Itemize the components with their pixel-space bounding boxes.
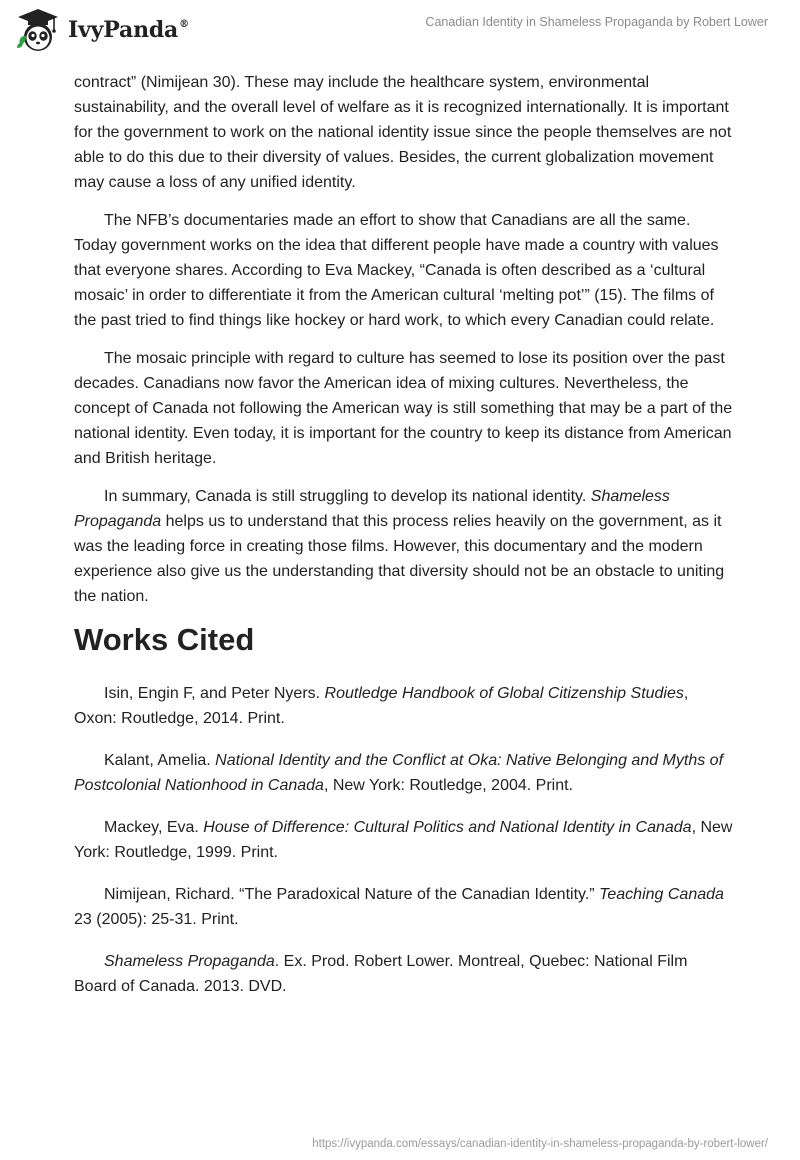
essay-content — [74, 70, 734, 1016]
citation-author: Mackey, Eva. — [104, 819, 204, 836]
registered-mark: ® — [179, 19, 189, 30]
paragraph-4-text-end: helps us to understand that this process relies heavily on the government, as it was the leading force in creating those films. However, this documentary and the modern experience also give us the understanding that diversity should not be an obstacle to uniting the nation. — [74, 513, 725, 605]
citation-title: House of Difference: Cultural Politics and National Identity in Canada — [203, 819, 692, 836]
citation-author: Kalant, Amelia. — [104, 752, 216, 769]
citation-entry — [74, 882, 734, 932]
citation-title: Shameless Propaganda — [104, 953, 275, 970]
citation-title: National Identity and the Conflict at Oka: Native Belonging and Myths of Postcolonial Nationhood in Canada — [74, 752, 724, 794]
paragraph-4 — [74, 484, 734, 609]
citation-details: 23 (2005): 25-31. Print. — [74, 911, 239, 928]
citation-entry — [74, 748, 734, 798]
citation-details: , New York: Routledge, 1999. Print. — [74, 819, 733, 861]
citation-author: Nimijean, Richard. “The Paradoxical Nature of the Canadian Identity.” — [104, 886, 600, 903]
works-cited-heading: Works Cited — [74, 622, 255, 657]
citation-entry — [74, 681, 734, 731]
source-url[interactable]: https://ivypanda.com/essays/canadian-identity-in-shameless-propaganda-by-robert-lower/ — [312, 1138, 768, 1150]
citation-details: . Ex. Prod. Robert Lower. Montreal, Quebec: National Film Board of Canada. 2013. DVD. — [74, 953, 688, 995]
citation-author: Isin, Engin F, and Peter Nyers. — [104, 685, 325, 702]
page-header — [0, 0, 800, 62]
paragraph-2: The NFB’s documentaries made an effort to show that Canadians are all the same. Today government works on the idea that different people have made a country with values that everyone shares. According to Eva Mackey, “Canada is often described as a ‘cultural mosaic’ in order to differentiate it from the American cultural ‘melting pot’” (15). The films of the past tried to find things like hockey or hard work, to which every Canadian could relate. — [74, 212, 719, 329]
paragraph-1: contract” (Nimijean 30). These may include the healthcare system, environmental sustainability, and the overall level of welfare as it is recognized internationally. It is important for the government to work on the national identity issue since the people themselves are not able to do this due to their diversity of values. Besides, the current globalization movement may cause a loss of any unified identity. — [74, 74, 732, 191]
logo-wordmark: IvyPanda® — [68, 17, 189, 43]
citation-title: Teaching Canada — [599, 886, 724, 903]
document-title: Canadian Identity in Shameless Propaganda by Robert Lower — [425, 15, 768, 29]
citation-details: , Oxon: Routledge, 2014. Print. — [74, 685, 689, 727]
citation-entry — [74, 949, 734, 999]
citation-title: Routledge Handbook of Global Citizenship Studies — [324, 685, 684, 702]
paragraph-4-text: In summary, Canada is still struggling to develop its national identity. — [104, 488, 591, 505]
citation-details: , New York: Routledge, 2004. Print. — [323, 777, 573, 794]
paragraph-4-title: Shameless Propaganda — [74, 488, 670, 530]
paragraph-3: The mosaic principle with regard to culture has seemed to lose its position over the past decades. Canadians now favor the American idea of mixing cultures. Nevertheless, the concept of Canada not following the American way is still something that may be a part of the national identity. Even today, it is important for the country to keep its distance from American and British heritage. — [74, 350, 733, 467]
ivypanda-logo[interactable] — [14, 6, 189, 54]
citation-entry — [74, 815, 734, 865]
panda-graduate-icon — [14, 6, 62, 54]
